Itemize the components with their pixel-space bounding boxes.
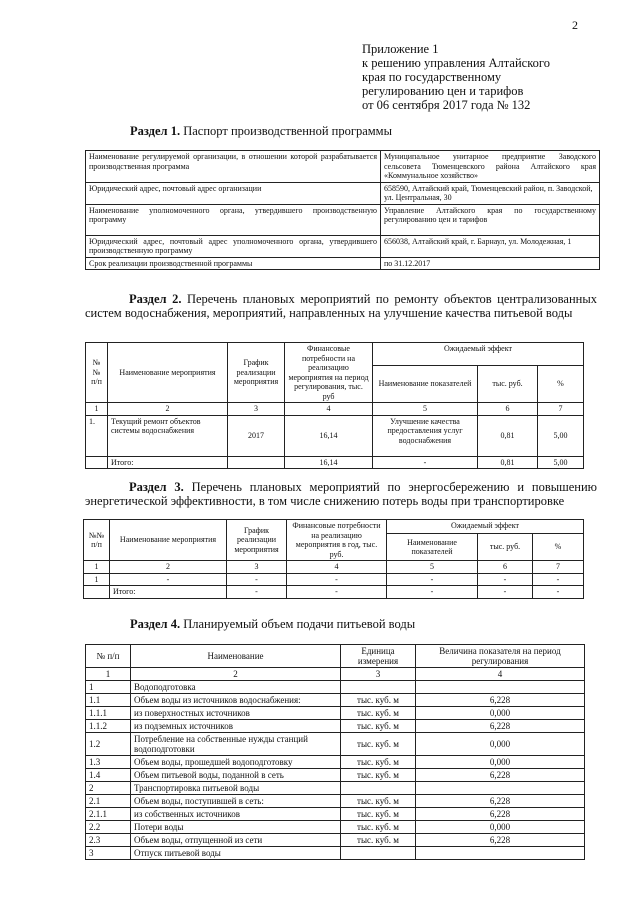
water-supply-volume-table [85, 644, 585, 860]
cell-name: Текущий ремонт объектов системы водоснабжения [108, 415, 228, 456]
col-number: 3 [227, 561, 287, 574]
cell-indicator: Улучшение качества предоставления услуг водоснабжения [373, 415, 478, 456]
cell-name: из подземных источников [131, 720, 341, 733]
cell-value: 6,228 [416, 694, 585, 707]
section4-title [130, 617, 570, 631]
passport-value: Муниципальное унитарное предприятие Заводского сельсовета Тюменцевского района Алтайского края «Коммунальное хозяйство» [381, 151, 600, 183]
cell-num: 2.1.1 [86, 808, 131, 821]
cell-value: 6,228 [416, 720, 585, 733]
cell-value: 0,000 [416, 756, 585, 769]
cell-name: Объем питьевой воды, поданной в сеть [131, 769, 341, 782]
page-number: 2 [572, 18, 578, 32]
total-finance: - [287, 586, 387, 599]
cell-name: Объем воды, отпущенной из сети [131, 834, 341, 847]
col-number: 3 [228, 403, 285, 416]
col-header-name: Наименование мероприятия [110, 520, 227, 561]
total-label: Итого: [110, 586, 227, 599]
column-number-row [84, 561, 584, 574]
table-row [86, 681, 585, 694]
col-number: 5 [387, 561, 478, 574]
cell-name: Объем воды, прошедшей водоподготовку [131, 756, 341, 769]
cell-num: 3 [86, 847, 131, 860]
table-row [86, 795, 585, 808]
cell-num: 1. [86, 415, 108, 456]
col-number: 6 [478, 403, 538, 416]
cell-empty [228, 456, 285, 469]
total-indicator: - [387, 586, 478, 599]
cell-schedule: 2017 [228, 415, 285, 456]
cell-num: 1.1.2 [86, 720, 131, 733]
col-header-pct: % [538, 366, 584, 403]
cell-unit: тыс. куб. м [341, 733, 416, 756]
table-row [86, 756, 585, 769]
col-header-indicator: Наименование показателей [373, 366, 478, 403]
cell-name: Объем воды, поступившей в сеть: [131, 795, 341, 808]
cell-value: 6,228 [416, 769, 585, 782]
total-label: Итого: [108, 456, 228, 469]
cell-num: 2.3 [86, 834, 131, 847]
cell-num: 2.2 [86, 821, 131, 834]
cell-unit [341, 847, 416, 860]
annex-line: от 06 сентября 2017 года № 132 [362, 98, 531, 112]
cell-unit: тыс. куб. м [341, 707, 416, 720]
cell-num: 1.2 [86, 733, 131, 756]
cell-unit [341, 681, 416, 694]
section4-prefix: Раздел 4. [130, 617, 181, 631]
col-number: 4 [285, 403, 373, 416]
cell-indicator: - [387, 573, 478, 586]
cell-name: из собственных источников [131, 808, 341, 821]
section2-title-text: Перечень плановых мероприятий по ремонту объектов централизованных систем водоснабжения, мероприятий, направленных на улучшение качества питьевой воды [85, 292, 597, 320]
table-row [86, 821, 585, 834]
table-header-row [84, 520, 584, 534]
table-row [86, 415, 584, 456]
table-row [86, 182, 600, 204]
cell-unit: тыс. куб. м [341, 834, 416, 847]
section3-title-text: Перечень плановых мероприятий по энергосбережению и повышению энергетической эффективности, в том числе снижению потерь воды при транспортировке [85, 480, 598, 508]
cell-unit: тыс. куб. м [341, 756, 416, 769]
col-number: 6 [478, 561, 533, 574]
col-number: 1 [86, 403, 108, 416]
cell-value [416, 681, 585, 694]
cell-num: 2 [86, 782, 131, 795]
cell-value: 6,228 [416, 795, 585, 808]
col-header-thous: тыс. руб. [478, 366, 538, 403]
cell-name: Объем воды из источников водоснабжения: [131, 694, 341, 707]
cell-name: Потребление на собственные нужды станций водоподготовки [131, 733, 341, 756]
col-header-thous: тыс. руб. [478, 534, 533, 561]
passport-table [85, 150, 600, 270]
passport-label: Наименование уполномоченного органа, утвердившего производственную программу [86, 204, 381, 235]
cell-empty [86, 456, 108, 469]
section1-title [130, 124, 570, 138]
cell-pct: - [533, 573, 584, 586]
table-row [86, 204, 600, 235]
cell-value [416, 847, 585, 860]
cell-num: 1.1.1 [86, 707, 131, 720]
cell-value: 0,000 [416, 733, 585, 756]
col-number: 5 [373, 403, 478, 416]
cell-name: - [110, 573, 227, 586]
col-number: 1 [86, 668, 131, 681]
total-thous: 0,81 [478, 456, 538, 469]
cell-num: 1.4 [86, 769, 131, 782]
table-row [86, 782, 585, 795]
passport-label: Срок реализации производственной программы [86, 257, 381, 270]
annex-line: регулированию цен и тарифов [362, 84, 524, 98]
cell-thous: 0,81 [478, 415, 538, 456]
cell-name: Транспортировка питьевой воды [131, 782, 341, 795]
passport-value: по 31.12.2017 [381, 257, 600, 270]
table-row [86, 235, 600, 257]
table-row [86, 769, 585, 782]
column-number-row [86, 668, 585, 681]
cell-value: 0,000 [416, 821, 585, 834]
table-row [86, 694, 585, 707]
col-number: 2 [110, 561, 227, 574]
table-row [86, 257, 600, 270]
passport-label: Юридический адрес, почтовый адрес организации [86, 182, 381, 204]
table-header-row [86, 343, 584, 366]
section2-title [85, 292, 597, 320]
section2-prefix: Раздел 2. [129, 292, 182, 306]
col-header-indicator: Наименование показателей [387, 534, 478, 561]
section3-title [85, 480, 597, 508]
cell-value: 0,000 [416, 707, 585, 720]
cell-num: 1 [86, 681, 131, 694]
cell-value: 6,228 [416, 808, 585, 821]
annex-line: Приложение 1 [362, 42, 439, 56]
total-schedule: - [227, 586, 287, 599]
passport-label: Юридический адрес, почтовый адрес уполномоченного органа, утвердившего производственную программу [86, 235, 381, 257]
cell-unit [341, 782, 416, 795]
col-number: 7 [533, 561, 584, 574]
col-header-name: Наименование [131, 645, 341, 668]
cell-thous: - [478, 573, 533, 586]
col-header-value: Величина показателя на период регулирования [416, 645, 585, 668]
total-thous: - [478, 586, 533, 599]
col-number: 4 [416, 668, 585, 681]
col-header-effect: Ожидаемый эффект [373, 343, 584, 366]
section1-prefix: Раздел 1. [130, 124, 181, 138]
col-header-pct: % [533, 534, 584, 561]
table-row [86, 733, 585, 756]
col-header-num: №№ п/п [86, 343, 108, 403]
column-number-row [86, 403, 584, 416]
annex-line: края по государственному [362, 70, 502, 84]
repair-measures-table [85, 342, 584, 469]
col-number: 2 [108, 403, 228, 416]
total-row [86, 456, 584, 469]
section3-prefix: Раздел 3. [129, 480, 184, 494]
cell-unit: тыс. куб. м [341, 694, 416, 707]
col-number: 7 [538, 403, 584, 416]
section4-title-text: Планируемый объем подачи питьевой воды [183, 617, 416, 631]
cell-unit: тыс. куб. м [341, 769, 416, 782]
total-pct: 5,00 [538, 456, 584, 469]
col-header-finance: Финансовые потребности на реализацию мероприятия на период регулирования, тыс. руб [285, 343, 373, 403]
col-number: 1 [84, 561, 110, 574]
cell-unit: тыс. куб. м [341, 808, 416, 821]
table-row [86, 707, 585, 720]
table-row [86, 808, 585, 821]
cell-name: Потери воды [131, 821, 341, 834]
col-number: 4 [287, 561, 387, 574]
cell-num: 1.1 [86, 694, 131, 707]
cell-unit: тыс. куб. м [341, 821, 416, 834]
table-header-row [86, 645, 585, 668]
col-header-schedule: График реализации мероприятия [227, 520, 287, 561]
col-header-schedule: График реализации мероприятия [228, 343, 285, 403]
cell-pct: 5,00 [538, 415, 584, 456]
col-header-unit: Единица измерения [341, 645, 416, 668]
table-row [84, 573, 584, 586]
passport-value: 658590, Алтайский край, Тюменцевский район, п. Заводской, ул. Центральная, 30 [381, 182, 600, 204]
total-finance: 16,14 [285, 456, 373, 469]
col-header-num: №№ п/п [84, 520, 110, 561]
passport-label: Наименование регулируемой организации, в отношении которой разрабатывается производственная программа [86, 151, 381, 183]
cell-value [416, 782, 585, 795]
passport-value: Управление Алтайского края по государственному регулированию цен и тарифов [381, 204, 600, 235]
total-row [84, 586, 584, 599]
table-row [86, 834, 585, 847]
col-number: 3 [341, 668, 416, 681]
annex-header [362, 42, 602, 112]
cell-finance: 16,14 [285, 415, 373, 456]
cell-unit: тыс. куб. м [341, 795, 416, 808]
col-number: 2 [131, 668, 341, 681]
cell-unit: тыс. куб. м [341, 720, 416, 733]
col-header-effect: Ожидаемый эффект [387, 520, 584, 534]
section1-title-text: Паспорт производственной программы [183, 124, 392, 138]
energy-saving-table [83, 519, 584, 599]
col-header-finance: Финансовые потребности на реализацию мероприятия в год, тыс. руб. [287, 520, 387, 561]
table-row [86, 151, 600, 183]
cell-name: Водоподготовка [131, 681, 341, 694]
cell-name: из поверхностных источников [131, 707, 341, 720]
cell-num: 1 [84, 573, 110, 586]
col-header-name: Наименование мероприятия [108, 343, 228, 403]
cell-num: 2.1 [86, 795, 131, 808]
total-indicator: - [373, 456, 478, 469]
table-row [86, 847, 585, 860]
col-header-num: № п/п [86, 645, 131, 668]
cell-value: 6,228 [416, 834, 585, 847]
cell-empty [84, 586, 110, 599]
cell-name: Отпуск питьевой воды [131, 847, 341, 860]
cell-num: 1.3 [86, 756, 131, 769]
passport-value: 656038, Алтайский край, г. Барнаул, ул. Молодежная, 1 [381, 235, 600, 257]
total-pct: - [533, 586, 584, 599]
cell-schedule: - [227, 573, 287, 586]
cell-finance: - [287, 573, 387, 586]
annex-line: к решению управления Алтайского [362, 56, 550, 70]
table-row [86, 720, 585, 733]
